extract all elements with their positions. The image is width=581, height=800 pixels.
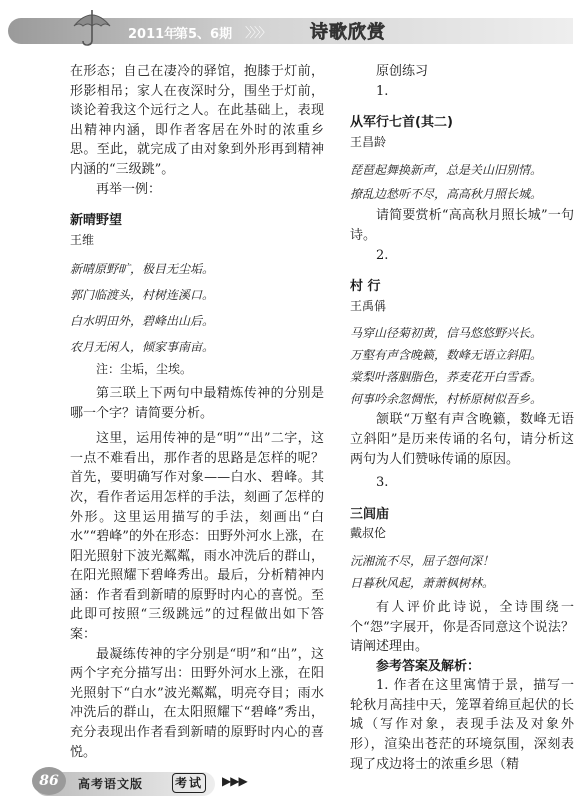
magazine-name: 高考语文版 [78, 777, 144, 791]
question-number: 2. [376, 247, 389, 263]
poem-title: 村 行 [350, 279, 381, 295]
poem-author: 王维 [70, 232, 95, 247]
exercise-title: 原创练习 [376, 64, 429, 79]
paragraph: 在形态；自己在凄冷的驿馆，抱膝于灯前，形影相吊；家人在夜深时分，围坐于灯前，谈论着我这个远行之人。在此基础上，表现出精神内涵，即作者客居在外时的浓重乡思。至此，就完成了由对象到外形再到精神内涵的“三级跳”。 [70, 64, 324, 177]
question-number: 3. [376, 475, 389, 491]
paragraph: 最凝练传神的字分别是“明”和“出”，这两个字充分描写出：田野外河水上涨，在阳光照射下“白水”波光粼粼，明亮夺目；雨水冲洗后的群山，在太阳照耀下“碧峰”秀出，充分表现出作者看到新晴的原野时内心的喜悦。 [70, 646, 324, 760]
poem-line: 马穿山径菊初黄，信马悠悠野兴长。 [350, 326, 543, 341]
right-column [350, 62, 574, 774]
chevrons-decoration: 〉〉〉〉 [245, 26, 270, 41]
poem-title: 三闾庙 [350, 506, 390, 522]
answer-heading: 参考答案及解析： [376, 658, 481, 674]
question: 请简要赏析“高高秋月照长城”一句诗。 [350, 208, 574, 243]
poem-line: 日暮秋风起，萧萧枫树林。 [350, 575, 495, 590]
page-header [0, 0, 581, 52]
column-title: 诗歌欣赏 [310, 22, 386, 43]
paragraph: 再举一例： [96, 181, 162, 197]
question-number: 1. [376, 83, 389, 99]
poem-line: 新晴原野旷，极目无尘垢。 [70, 262, 215, 277]
poem-title: 从军行七首(其二) [350, 115, 453, 131]
page-number: 86 [32, 767, 66, 795]
paragraph: 第三联上下两句中最精炼传神的分别是哪一个字？请简要分析。 [70, 385, 324, 421]
issue-number: 第5、6期 [175, 27, 233, 42]
poem-author: 戴叔伦 [350, 526, 387, 541]
poem-author: 王禹偁 [350, 298, 387, 313]
question: 有人评价此诗说，全诗围绕一个“怨”字展开，你是否同意这个说法？请阐述理由。 [350, 599, 574, 655]
note: 注：尘垢，尘埃。 [96, 362, 193, 377]
poem-line: 何事吟余忽惆怅，村桥原树似吾乡。 [350, 392, 543, 407]
poem-line: 农月无闲人，倾家事南亩。 [70, 340, 215, 355]
answer-text: 1. 作者在这里寓情于景，描写一轮秋月高挂中天，笼罩着绵亘起伏的长城（写作对象，表现手法及对象外形），渲染出苍茫的环境氛围，深刻表现了戍边将士的浓重乡思（精 [350, 678, 574, 772]
magazine-logo-kaoshi: 考试 [172, 773, 206, 793]
poem-line: 沅湘流不尽，屈子怨何深！ [350, 553, 495, 568]
page-footer [0, 762, 581, 800]
poem-title: 新晴野望 [70, 213, 123, 229]
question: 颔联“万壑有声含晚籁，数峰无语立斜阳”是历来传诵的名句，请分析这两句为人们赞咏传诵的原因。 [350, 412, 574, 467]
poem-line: 琵琶起舞换新声，总是关山旧别情。 [350, 163, 543, 178]
poem-line: 撩乱边愁听不尽，高高秋月照长城。 [350, 187, 543, 202]
umbrella-icon [70, 4, 114, 48]
paragraph: 这里，运用传神的是“明”“出”二字，这一点不难看出，那作者的思路是怎样的呢？首先，要明确写作对象——白水、碧峰。其次，看作者运用怎样的手法，刻画了怎样的外形。这里运用描写的手法，刻画出“白水”“碧峰”的外在形态：田野外河水上涨，在阳光照射下波光粼粼，雨水冲洗后的群山，在阳光照耀下碧峰秀出。最后，分析精神内涵：作者看到新晴的原野时内心的喜悦。至此即可按照“三级跳远”的过程做出如下答案： [70, 431, 324, 643]
poem-line: 白水明田外，碧峰出山后。 [70, 314, 215, 329]
arrows-decoration: ▶▶▶ [222, 774, 247, 788]
poem-line: 棠梨叶落胭脂色，荞麦花开白雪香。 [350, 370, 543, 385]
left-column [70, 62, 324, 762]
poem-line: 万壑有声含晚籁，数峰无语立斜阳。 [350, 348, 543, 363]
issue-year: 2011年 [128, 27, 178, 42]
poem-author: 王昌龄 [350, 134, 387, 149]
poem-line: 郭门临渡头，村树连溪口。 [70, 288, 215, 303]
